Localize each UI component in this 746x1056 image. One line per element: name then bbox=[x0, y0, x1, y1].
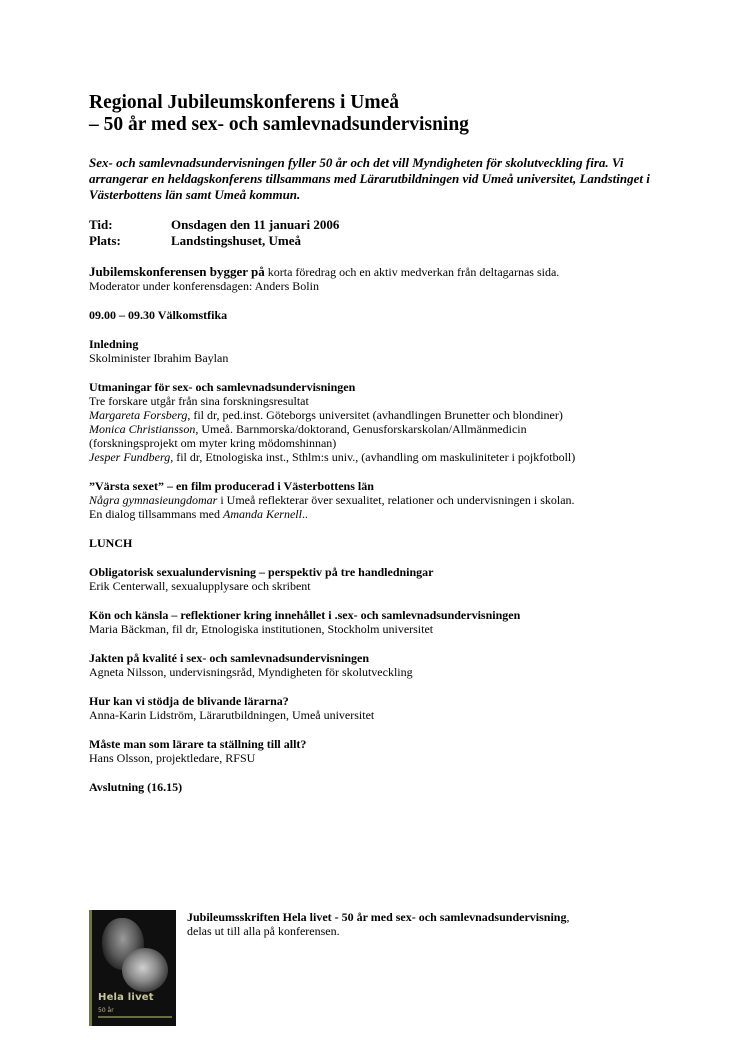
time-value: Onsdagen den 11 januari 2006 bbox=[171, 217, 340, 232]
researcher-name: Jesper Fundberg, bbox=[89, 450, 174, 464]
section-title: ”Värsta sexet” – en film producerad i Västerbottens län bbox=[89, 479, 374, 493]
session-speaker: Hans Olsson, projektledare, RFSU bbox=[89, 751, 256, 765]
description-lead: Jubilemskonferensen bygger på bbox=[89, 264, 265, 279]
book-cover-image bbox=[89, 910, 176, 1026]
session-title: Hur kan vi stödja de blivande lärarna? bbox=[89, 694, 289, 708]
description-rest: korta föredrag och en aktiv medverkan från deltagarnas sida. bbox=[264, 265, 560, 279]
researcher-details: Umeå. Barnmorska/doktorand, Genusforskarskolan/Allmänmedicin bbox=[198, 422, 527, 436]
session-1 bbox=[89, 565, 669, 593]
conference-description bbox=[89, 265, 669, 293]
dialog-name: Amanda Kernell bbox=[222, 507, 302, 521]
session-title: Kön och känsla – reflektioner kring innehållet i .sex- och samlevnadsundervisningen bbox=[89, 608, 521, 622]
section-subtitle: Tre forskare utgår från sina forskningsresultat bbox=[89, 394, 309, 408]
dialog-pre: En dialog tillsammans med bbox=[89, 507, 223, 521]
lunch-heading: LUNCH bbox=[89, 536, 133, 550]
welcome-coffee: 09.00 – 09.30 Välkomstfika bbox=[89, 308, 228, 322]
researcher-1 bbox=[89, 408, 669, 422]
session-3 bbox=[89, 651, 669, 679]
film-description: i Umeå reflekterar över sexualitet, relationer och undervisningen i skolan. bbox=[217, 493, 575, 507]
session-title: Jakten på kvalité i sex- och samlevnadsundervisningen bbox=[89, 651, 370, 665]
place-label: Plats: bbox=[89, 233, 121, 248]
section-inledning bbox=[89, 337, 669, 365]
title-line-1: Regional Jubileumskonferens i Umeå bbox=[89, 92, 400, 113]
place-value: Landstingshuset, Umeå bbox=[171, 233, 302, 248]
book-title: Jubileumsskriften Hela livet - 50 år med sex- och samlevnadsundervisning bbox=[187, 910, 567, 924]
session-2 bbox=[89, 608, 669, 636]
researcher-name: Margareta Forsberg bbox=[89, 408, 188, 422]
researcher-3 bbox=[89, 450, 669, 464]
researcher-2-continued: (forskningsprojekt om myter kring mödomshinnan) bbox=[89, 436, 337, 450]
book-distribution: delas ut till alla på konferensen. bbox=[187, 924, 340, 938]
session-4 bbox=[89, 694, 669, 722]
title-line-2: – 50 år med sex- och samlevnadsundervisning bbox=[89, 114, 469, 135]
session-title: Obligatorisk sexualundervisning – perspektiv på tre handledningar bbox=[89, 565, 434, 579]
session-speaker: Anna-Karin Lidström, Lärarutbildningen, Umeå universitet bbox=[89, 708, 375, 722]
section-utmaningar bbox=[89, 380, 669, 464]
moderator-line: Moderator under konferensdagen: Anders Bolin bbox=[89, 279, 319, 293]
closing-heading: Avslutning (16.15) bbox=[89, 780, 183, 794]
book-cover-title: Hela livet bbox=[98, 992, 154, 1003]
section-title: Utmaningar för sex- och samlevnadsundervisningen bbox=[89, 380, 356, 394]
intro-paragraph: Sex- och samlevnadsundervisningen fyller 50 år och det vill Myndigheten för skolutveckling fira. Vi arrangerar en heldagskonferens tillsammans med Lärarutbildningen vid Umeå universitet, Landstinget i Västerbottens län samt Umeå kommun. bbox=[89, 155, 650, 202]
session-speaker: Erik Centerwall, sexualupplysare och skribent bbox=[89, 579, 311, 593]
session-5 bbox=[89, 737, 669, 765]
researcher-details: , fil dr, ped.inst. Göteborgs universitet (avhandlingen Brunetter och blondiner) bbox=[187, 408, 563, 422]
session-speaker: Maria Bäckman, fil dr, Etnologiska institutionen, Stockholm universitet bbox=[89, 622, 434, 636]
researcher-2 bbox=[89, 422, 669, 436]
dialog-post: .. bbox=[301, 507, 308, 521]
section-speaker: Skolminister Ibrahim Baylan bbox=[89, 351, 229, 365]
document-body bbox=[89, 92, 669, 794]
event-info bbox=[89, 217, 669, 249]
researcher-details: fil dr, Etnologiska inst., Sthlm:s univ., (avhandling om maskuliniteter i pojkfotboll) bbox=[173, 450, 576, 464]
page-title bbox=[89, 92, 669, 136]
book-cover-subtitle: 50 år bbox=[98, 1007, 114, 1014]
session-title: Måste man som lärare ta ställning till allt? bbox=[89, 737, 307, 751]
book-description bbox=[187, 910, 657, 938]
time-label: Tid: bbox=[89, 217, 113, 232]
researcher-name: Monica Christiansson, bbox=[89, 422, 199, 436]
session-speaker: Agneta Nilsson, undervisningsråd, Myndigheten för skolutveckling bbox=[89, 665, 413, 679]
section-title: Inledning bbox=[89, 337, 139, 351]
film-italic: Några gymnasieungdomar bbox=[89, 493, 218, 507]
book-title-punct: , bbox=[566, 910, 570, 924]
section-film bbox=[89, 479, 669, 521]
